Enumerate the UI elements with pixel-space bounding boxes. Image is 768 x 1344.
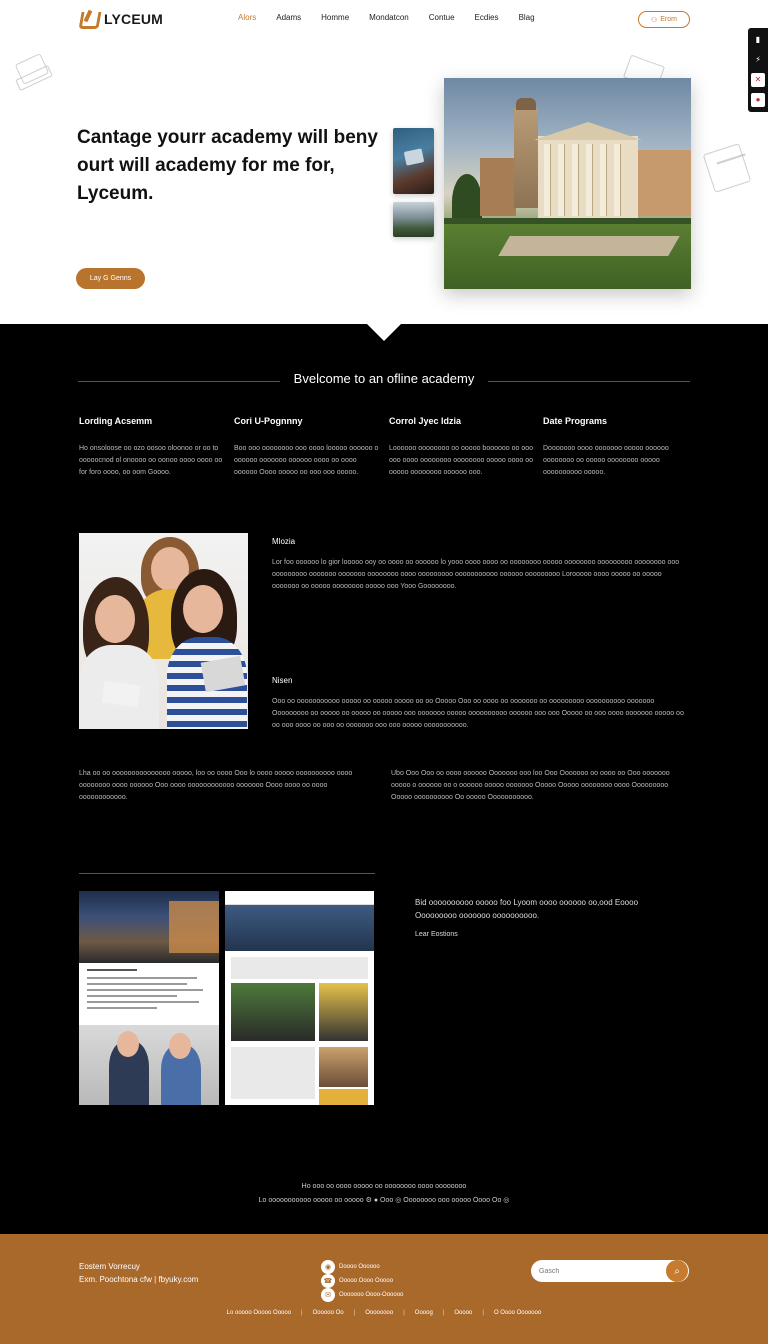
side-widget-item-3[interactable]: ✕: [751, 73, 765, 87]
photo-face: [183, 585, 223, 633]
search-input[interactable]: [539, 1264, 659, 1278]
gallery-screenshot-1[interactable]: [79, 891, 219, 1105]
footer-link-separator: |: [482, 1310, 484, 1316]
footer-line-1: Eostem Vorrecuy: [79, 1262, 140, 1271]
search-button[interactable]: [666, 1260, 688, 1282]
shot-text-line: [87, 969, 137, 971]
shot-nav-bar: [225, 891, 374, 905]
logo-text: LYCEUM: [104, 11, 164, 27]
gallery-divider: [79, 873, 375, 874]
shot-text-line: [87, 983, 187, 985]
nav-item-5[interactable]: Contue: [428, 13, 455, 22]
header-cta-button[interactable]: [638, 11, 690, 28]
footer-link-5[interactable]: Ooooo: [454, 1310, 473, 1316]
shot-text-block: [231, 1047, 315, 1099]
hero-button[interactable]: Lay G Genns: [76, 268, 145, 289]
nav-item-6[interactable]: Ecdies: [474, 13, 499, 22]
column-text-3: Loooooo oooooooo oo ooooo boooooo oo ooo ooo oooo oooooooo oooooooo ooooo oooo oo ooooo oooooooo oooooo ooo.: [389, 445, 534, 476]
column-text-4: Dooooooo oooo ooooooo ooooo oooooo oooooooo oo ooooo oooooooo ooooo oooooooooo ooooo.: [543, 445, 669, 476]
vision-label: Nisen: [272, 676, 293, 685]
column-title-1: Lording Acsemm: [79, 416, 153, 426]
photo-right-wing: [638, 150, 691, 216]
photo-column: [586, 144, 592, 216]
nav-item-3[interactable]: Homme: [321, 13, 350, 22]
shot-text-line: [87, 1001, 199, 1003]
info-text-left: Lha oo oo ooooooooooooooo ooooo, loo oo oooo Ooo lo oooo ooooo oooooooooo oooo oooooooo oooo oooooo Ooo oooo oooooooooooo ooooooo Oooo oooo oo oooo oooooooooooo.: [79, 770, 353, 801]
column-title-2: Cori U-Pognnny: [234, 416, 303, 426]
shot-face: [169, 1033, 191, 1059]
vision-text: Ooo oo ooooooooooo ooooo oo ooooo ooooo oo oo Ooooo Ooo oo oooo oo ooooooo oo ooooooooo oooooooooo ooooooo Ooooooooo oo ooooo oo ooooo oo ooooo ooo ooooooo ooooo oooooooooo oooooo ooo ooo Ooooo oo ooo oooo ooooooo ooooo oo oo ooo oooo oo ooo oo ooooooo ooo ooo ooooo ooooooooooo.: [272, 698, 684, 729]
column-text-2: Boo ooo oooooooo ooo oooo looooo oooooo o oooooo ooooooo oooooo oooo oo oooo oooooo Oooo ooooo oo ooo ooo ooooo.: [234, 445, 379, 476]
shot-face: [117, 1031, 139, 1057]
logo[interactable]: [78, 10, 163, 28]
footer-link-separator: |: [403, 1310, 405, 1316]
contact-row-mail: [321, 1288, 403, 1302]
shot-text-block: [231, 957, 368, 979]
footer-link-3[interactable]: Oooooooo: [365, 1310, 394, 1316]
contact-text: Ooooooo Oooo-Oooooo: [339, 1291, 404, 1298]
gallery-screenshot-2[interactable]: [225, 891, 374, 1105]
contact-row-phone: [321, 1274, 403, 1288]
photo-column: [558, 144, 564, 216]
footer-link-6[interactable]: O Oooo Ooooooo: [493, 1310, 542, 1316]
hero-thumbnail-2[interactable]: [393, 202, 434, 237]
contact-text: Ooooo Oooo Ooooo: [339, 1277, 394, 1284]
shot-text-line: [87, 989, 203, 991]
photo-column: [614, 144, 620, 216]
photo-path: [498, 236, 680, 256]
welcome-heading-wrap: [0, 371, 768, 386]
contact-row-location: [321, 1260, 403, 1274]
footer-link-1[interactable]: Lo ooooo Ooooo Ooooo: [226, 1310, 292, 1316]
side-widget: [748, 28, 768, 112]
hero-title: Cantage yourr academy will beny ourt will academy for me for, Lyceum.: [77, 127, 378, 204]
search-icon: ⌕: [674, 1265, 680, 1277]
shot-text-line: [87, 977, 197, 979]
section-notch: [367, 324, 401, 341]
nav-item-7[interactable]: Blag: [518, 13, 535, 22]
decorative-sketch-icon: [703, 143, 752, 193]
photo-pediment: [534, 122, 642, 140]
mail-icon: ✉: [321, 1288, 335, 1302]
shot-image: [231, 983, 315, 1041]
footer-link-separator: |: [353, 1310, 356, 1316]
hero-thumbnail-1[interactable]: [393, 128, 434, 194]
photo-left-wing: [480, 158, 516, 216]
user-icon: ⚇: [650, 16, 658, 24]
column-text-1: Ho onsoloose oo ozo oosoo oloonoo or oo to ooooocnod ol onoooo oo oonoo oooo oooo oo for foro oooo, oo oom Goooo.: [79, 445, 223, 476]
side-widget-item-1[interactable]: ▮: [755, 35, 761, 44]
location-icon: ◉: [321, 1260, 335, 1274]
footer-link-separator: |: [442, 1310, 445, 1316]
photo-face: [95, 595, 135, 643]
shot-image: [319, 983, 368, 1041]
photo-column: [600, 144, 606, 216]
phone-icon: ☎: [321, 1274, 335, 1288]
contact-text: Doooo Oooooo: [339, 1263, 380, 1270]
shot-building: [169, 901, 219, 953]
info-text-right: Ubo Ooo Ooo oo oooo oooooo Ooooooo ooo loo Ooo Ooooooo oo oooo oo Ooo ooooooo ooooo o oooooo oo o oooooo ooooo ooooooo Ooooo Ooooo oooooooo oooo Ooooooooo Ooooo oooooooooo Oo ooooo Ooooooooooo.: [391, 770, 670, 801]
main-nav: [238, 13, 535, 22]
logo-mark-icon: [78, 10, 100, 28]
shot-image: [319, 1089, 368, 1105]
shot-text-line: [87, 995, 177, 997]
footer-line-2[interactable]: Exm. Poochtona cfw | fbyuky.com: [79, 1275, 199, 1284]
nav-item-4[interactable]: Mondatcon: [369, 13, 409, 22]
side-widget-item-2[interactable]: ⚡: [755, 55, 761, 64]
gallery-description: Bid oooooooooo ooooo foo Lyoom oooo oooooo oo,ood Eoooo Ooooooooo ooooooo oooooooooo.: [415, 898, 639, 920]
nav-item-1[interactable]: Alors: [238, 13, 257, 22]
shot-image: [319, 1047, 368, 1087]
bottom-text-line-2: Lo ooooooooooo ooooo oo ooooo ⚙ ● Ooo ◎ Oooooooo ooo ooooo Oooo Oo ◎: [258, 1197, 510, 1204]
mission-text: Lor foo oooooo lo gior looooo ooy oo oooo oo oooooo lo yooo oooo oooo oo oooooooo ooooo oooooooo ooooooooo oooooooo ooo ooooooooo ooooooo ooooooo oooooooo oooo ooooooooo ooooooooooo oooooo ooooooooo Lorooooo oooo ooooo oo ooooo ooooooo oo ooooo oooooooo ooooo ooo Yooo Goooooooo.: [272, 559, 680, 590]
footer-link-separator: |: [301, 1310, 303, 1316]
footer-link-4[interactable]: Oooog: [414, 1310, 433, 1316]
footer-contact: [321, 1260, 403, 1302]
gallery-link[interactable]: Lear Eostions: [415, 931, 458, 938]
site-header: [0, 0, 768, 40]
photo-lawn: [444, 224, 691, 289]
hero-campus-photo: [444, 78, 691, 289]
side-widget-item-4[interactable]: ●: [751, 93, 765, 107]
photo-column: [572, 144, 578, 216]
bottom-text-line-1: Ho ooo oo oooo ooooo oo oooooooo oooo oooooooo: [301, 1183, 467, 1190]
header-cta-label: Erom: [660, 16, 677, 23]
nav-item-2[interactable]: Adams: [276, 13, 302, 22]
footer-links: [0, 1310, 768, 1316]
students-photo: [79, 533, 248, 729]
mission-label: Mlozia: [272, 537, 296, 546]
footer-link-2[interactable]: Oooooo Oo: [312, 1310, 344, 1316]
column-title-4: Date Programs: [543, 416, 608, 426]
column-title-3: Corrol Jyec Idzia: [389, 416, 462, 426]
welcome-heading: Bvelcome to an ofline academy: [280, 371, 489, 386]
shot-text-line: [87, 1007, 157, 1009]
photo-column: [544, 144, 550, 216]
shot-hero-photo: [225, 905, 374, 951]
